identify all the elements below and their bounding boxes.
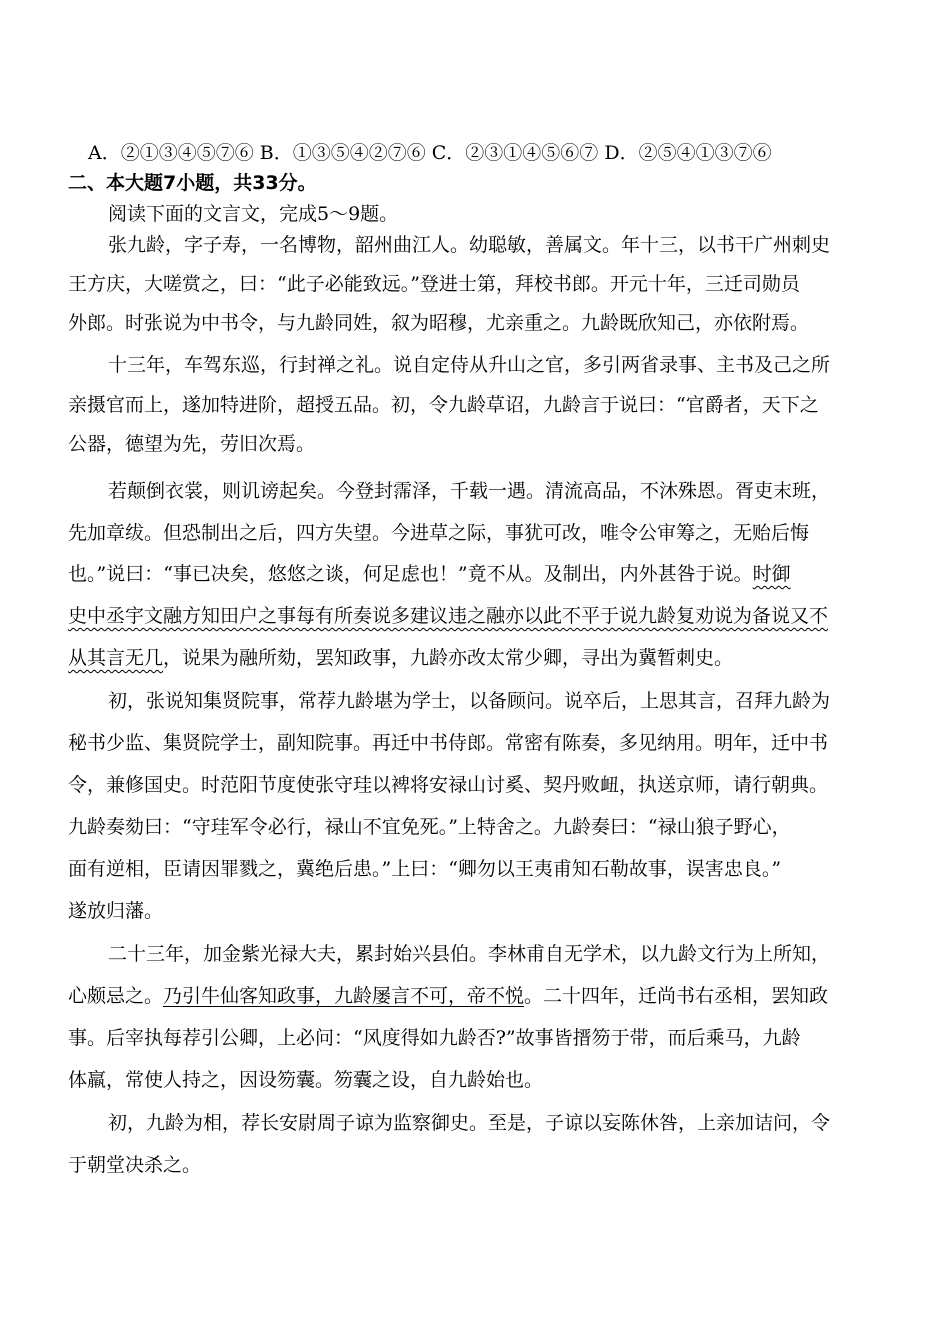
passage-p5-line-2-text-b: 。二十四年，迁尚书右丞相，罢知政 bbox=[524, 985, 829, 1007]
passage-p4-line-3: 令，兼修国史。时范阳节度使张守珪以裨将安禄山讨奚、契丹败衄，执送京师，请行朝典。 bbox=[68, 774, 829, 796]
passage-p1-line-1: 张九龄，字子寿，一名博物，韶州曲江人。幼聪敏，善属文。年十三，以书干广州刺史 bbox=[108, 234, 831, 256]
passage-p5-line-2-text-a: 心颇忌之。 bbox=[68, 985, 164, 1007]
passage-p4-line-6: 遂放归藩。 bbox=[68, 900, 164, 922]
answer-options-line: A．②①③④⑤⑦⑥ B．①③⑤④②⑦⑥ C．②③①④⑤⑥⑦ D．②⑤④①③⑦⑥ bbox=[88, 142, 772, 164]
passage-p6-line-2: 于朝堂决杀之。 bbox=[68, 1154, 202, 1176]
passage-p3-line-3 bbox=[68, 562, 880, 586]
wavy-underlined-text-start: 时御 bbox=[752, 563, 791, 585]
underlined-sentence: 乃引牛仙客知政事，九龄屡言不可，帝不悦 bbox=[163, 985, 525, 1007]
passage-p2-line-1: 十三年，车驾东巡，行封禅之礼。说自定侍从升山之官，多引两省录事、主书及己之所 bbox=[108, 354, 831, 376]
passage-p4-line-2: 秘书少监、集贤院学士，副知院事。再迁中书侍郎。常密有陈奏，多见纳用。明年，迁中书 bbox=[68, 732, 829, 754]
passage-p1-line-3: 外郎。时张说为中书令，与九龄同姓，叙为昭穆，尤亲重之。九龄既欣知己，亦依附焉。 bbox=[68, 312, 810, 334]
passage-p2-line-2: 亲摄官而上，遂加特进阶，超授五品。初，令九龄草诏，九龄言于说曰：“官爵者，天下之 bbox=[68, 394, 819, 416]
passage-p3-line-1: 若颠倒衣裳，则讥谤起矣。今登封霈泽，千载一遇。清流高品，不沐殊恩。胥吏末班， bbox=[108, 480, 831, 502]
passage-p4-line-4: 九龄奏劾曰：“守珪军令必行，禄山不宜免死。”上特舍之。九龄奏曰：“禄山狼子野心， bbox=[68, 816, 791, 838]
wavy-underlined-text-end: 从其言无几 bbox=[68, 647, 164, 669]
passage-p3-line-5 bbox=[68, 646, 880, 670]
passage-p4-line-1: 初，张说知集贤院事，常荐九龄堪为学士，以备顾问。说卒后，上思其言，召拜九龄为 bbox=[108, 690, 831, 712]
passage-p6-line-1: 初，九龄为相，荐长安尉周子谅为监察御史。至是，子谅以妄陈休咎，上亲加诘问，令 bbox=[108, 1112, 831, 1134]
wavy-underlined-text: 史中丞宇文融方知田户之事每有所奏说多建议违之融亦以此不平于说九龄复劝说为备说又不 bbox=[68, 605, 829, 627]
section-instruction: 阅读下面的文言文，完成5～9题。 bbox=[108, 203, 399, 225]
section-heading: 二、本大题7小题，共33分。 bbox=[68, 172, 317, 194]
passage-p3-line-2: 先加章绂。但恐制出之后，四方失望。今进草之际，事犹可改，唯令公审筹之，无贻后悔 bbox=[68, 522, 810, 544]
passage-p4-line-5: 面有逆相，臣请因罪戮之，冀绝后患。”上曰：“卿勿以王夷甫知石勒故事，误害忠良。” bbox=[68, 858, 782, 880]
passage-p3-line-5-text: ，说果为融所劾，罢知政事，九龄亦改太常少卿，寻出为冀暂刺史。 bbox=[163, 647, 734, 669]
passage-p2-line-3: 公器，德望为先，劳旧次焉。 bbox=[68, 433, 316, 455]
passage-p5-line-3: 事。后宰执每荐引公卿，上必问：“风度得如九龄否?”故事皆搢笏于带，而后乘马，九龄 bbox=[68, 1027, 801, 1049]
passage-p1-line-2: 王方庆，大嗟赏之，曰：“此子必能致远。”登进士第，拜校书郎。开元十年，三迁司勋员 bbox=[68, 273, 800, 295]
passage-p3-line-3-text: 也。”说曰：“事已决矣，悠悠之谈，何足虑也！”竟不从。及制出，内外甚咎于说。 bbox=[68, 563, 753, 585]
passage-p5-line-1: 二十三年，加金紫光禄大夫，累封始兴县伯。李林甫自无学术，以九龄文行为上所知， bbox=[108, 943, 831, 965]
passage-p5-line-4: 体羸，常使人持之，因设笏囊。笏囊之设，自九龄始也。 bbox=[68, 1069, 544, 1091]
passage-p3-line-4 bbox=[68, 604, 880, 628]
passage-p5-line-2 bbox=[68, 984, 880, 1008]
